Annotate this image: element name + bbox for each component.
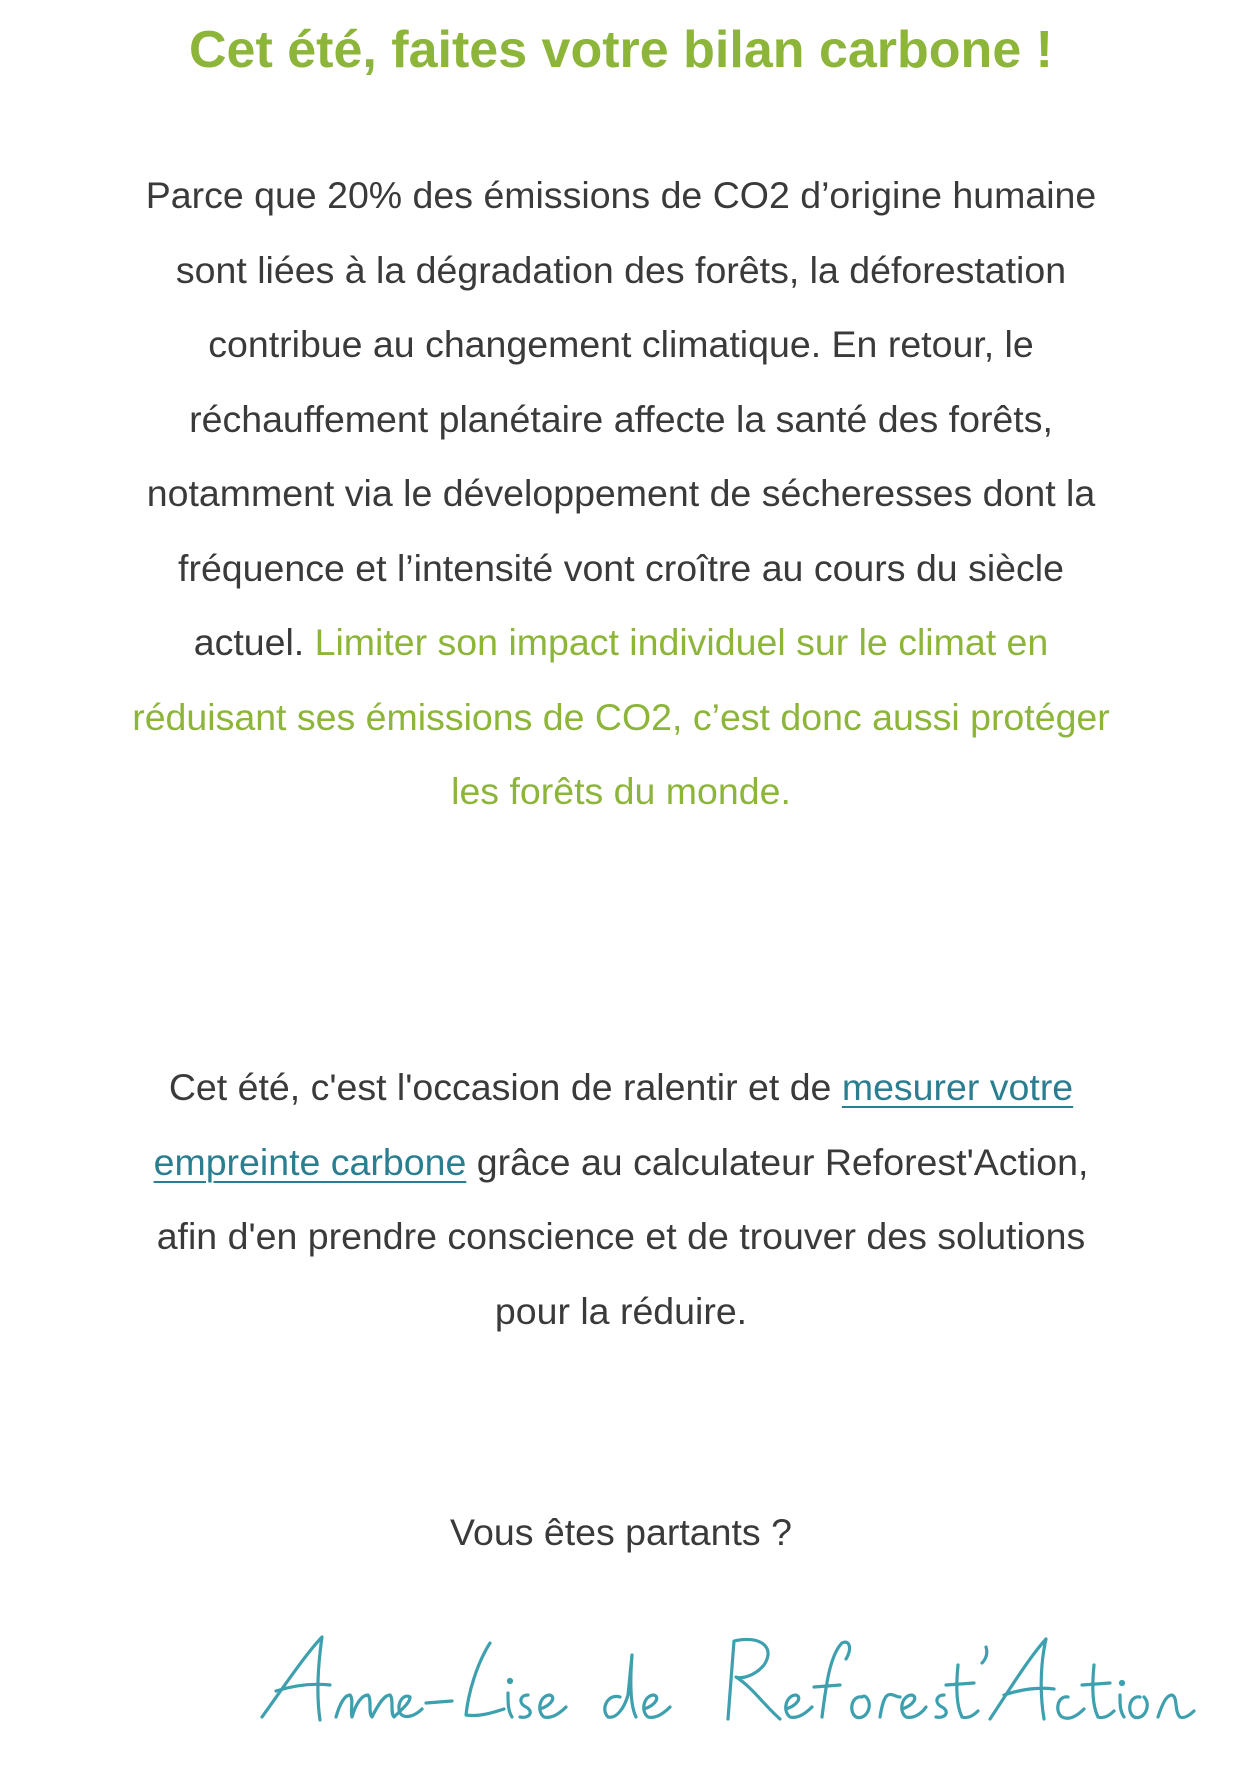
carbon-footprint-link[interactable]: mesurer votre empreinte carbone xyxy=(153,1066,1074,1183)
calculator-paragraph xyxy=(121,1050,1121,1348)
intro-highlight: Limiter son impact individuel sur le climat en réduisant ses émissions de CO2, c’est donc aussi protéger les forêts du monde. xyxy=(132,621,1110,812)
intro-text: Parce que 20% des émissions de CO2 d’origine humaine sont liées à la dégradation des forêts, la déforestation contribue au changement climatique. En retour, le réchauffement planétaire affecte la santé des forêts, notamment via le développement de sécheresses dont la fréquence et l’intensité vont croître au cours du siècle actuel. xyxy=(145,174,1097,663)
question-text: Vous êtes partants ? xyxy=(450,1511,792,1553)
signature-handwritten xyxy=(0,1625,1242,1735)
intro-paragraph xyxy=(121,158,1121,829)
calculator-text-before: Cet été, c'est l'occasion de ralentir et de xyxy=(168,1066,842,1108)
calculator-text-after: grâce au calculateur Reforest'Action, afin d'en prendre conscience et de trouver des solutions pour la réduire. xyxy=(156,1140,1089,1332)
email-title: Cet été, faites votre bilan carbone ! xyxy=(188,21,1054,79)
